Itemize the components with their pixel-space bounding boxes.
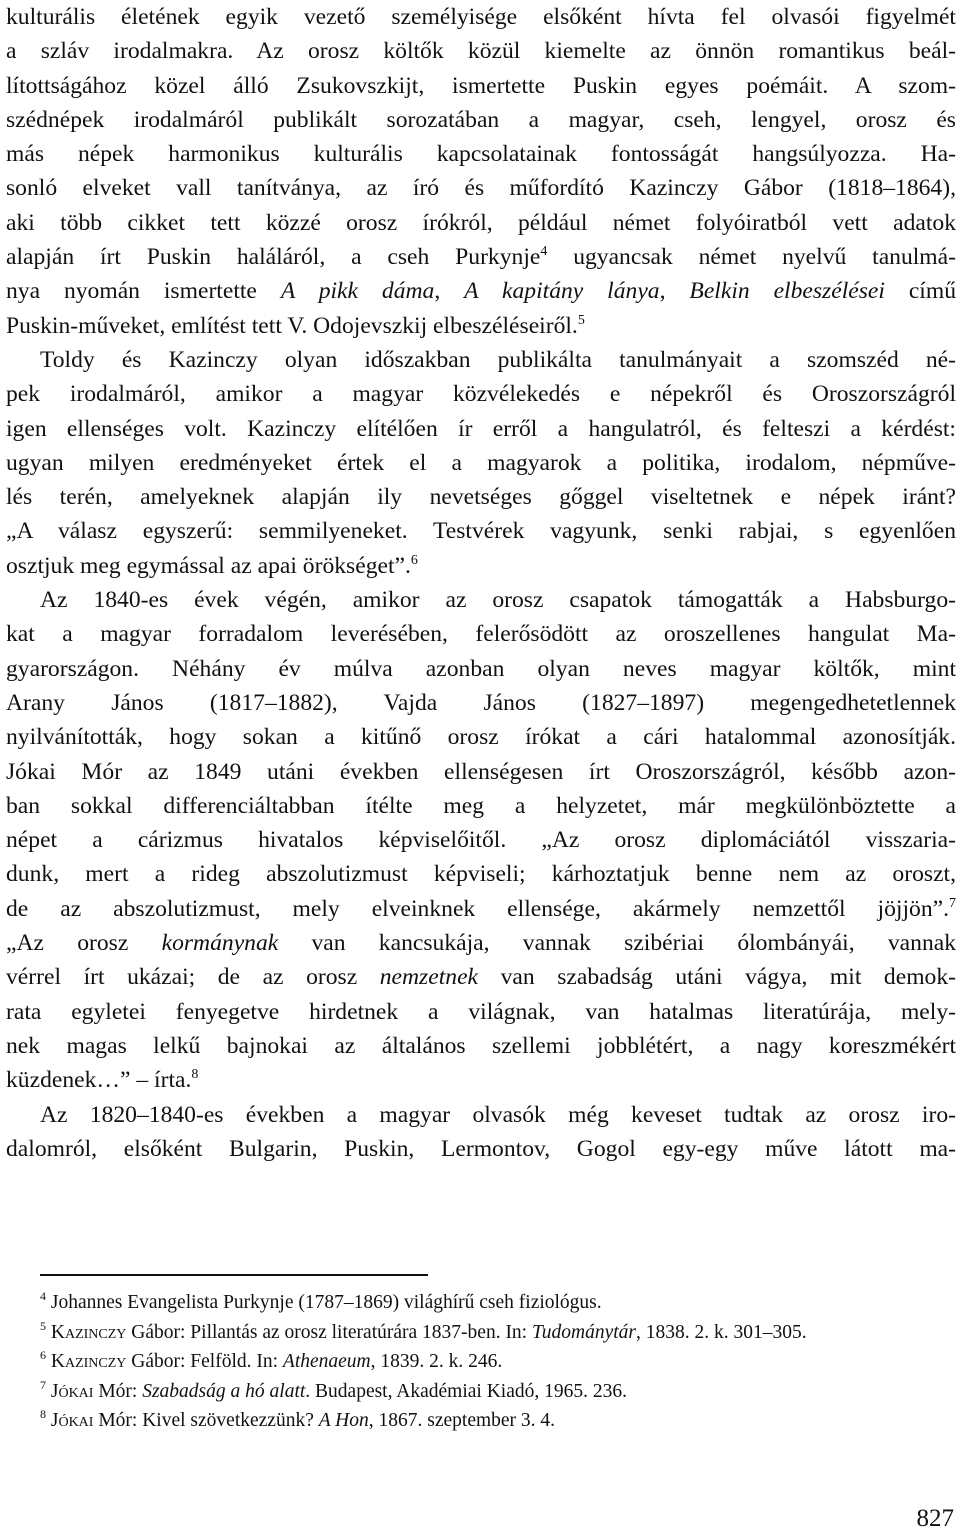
- footnote-4: [6, 1288, 956, 1318]
- text-line: ugyan milyen eredményeket értek el a magyarok a politika, irodalom, népműve-: [6, 449, 956, 476]
- paragraph-2: [6, 343, 956, 583]
- text-line: pek irodalmáról, amikor a magyar közvélekedés e népekről és Oroszországról: [6, 381, 956, 408]
- text-line: gyarországon. Néhány év múlva azonban olyan neves magyar költők, mint: [6, 655, 956, 682]
- text-segment: nya nyomán ismertette: [6, 278, 281, 305]
- text-line: dalomról, elsőként Bulgarin, Puskin, Lermontov, Gogol egy-egy műve látott ma-: [6, 1135, 956, 1162]
- text-line: népet a cárizmus hivatalos képviselőitől. „Az orosz diplomáciától visszaria-: [6, 827, 956, 854]
- text-line: aki több cikket tett közzé orosz írókról, például német folyóiratból vett adatok: [6, 209, 956, 236]
- text-line: igen ellenséges volt. Kazinczy elítélően ír erről a hangulatról, és felteszi a kérdést:: [6, 415, 956, 442]
- text-line: lés terén, amelyeknek alapján ily nevetséges gőggel viseltetnek e népek iránt?: [6, 484, 956, 511]
- footnote-author: Jókai: [50, 1410, 94, 1432]
- text-line: [6, 240, 956, 274]
- paragraph-4: [6, 1098, 956, 1167]
- text-line: [6, 309, 956, 343]
- text-line: [6, 549, 956, 583]
- paragraph-3: [6, 583, 956, 1097]
- text-line: Toldy és Kazinczy olyan időszakban publikálta tanulmányait a szomszéd né-: [40, 346, 956, 373]
- text-line: [6, 926, 956, 960]
- text-line: kulturális életének egyik vezető személyisége elsőként hívta fel olvasói figyelmét: [6, 4, 956, 30]
- emphasis: kormánynak: [161, 930, 279, 957]
- footnote-author: Kazinczy: [50, 1351, 127, 1373]
- footnote-text: Gábor: Pillantás az orosz literatúrára 1837-ben. In:: [126, 1321, 532, 1343]
- text-segment: alapján írt Puskin haláláról, a cseh Purkynje: [6, 244, 541, 271]
- footnote-text: , 1839. 2. k. 246.: [370, 1351, 503, 1373]
- footnote-title: Athenaeum: [282, 1351, 371, 1373]
- text-segment: című: [884, 278, 957, 305]
- footnote-title: Tudománytár: [531, 1321, 636, 1343]
- footnote-ref-6[interactable]: 6: [410, 552, 418, 568]
- text-line: lítottságához közel álló Zsukovszkijt, ismertette Puskin egyes poémáit. A szom-: [6, 72, 956, 99]
- text-segment: ,: [659, 278, 690, 305]
- footnote-ref-5[interactable]: 5: [577, 312, 585, 328]
- footnote-number: 5: [40, 1318, 46, 1333]
- work-title: Belkin elbeszélései: [689, 278, 885, 305]
- text-segment: vérrel írt ukázai; de az orosz: [6, 964, 380, 991]
- text-line: [6, 1063, 956, 1097]
- page-number: 827: [916, 1505, 954, 1532]
- footnote-text: Johannes Evangelista Purkynje (1787–1869) világhírű cseh fiziológus.: [50, 1292, 602, 1313]
- text-line: szédnépek irodalmáról publikált sorozatában a magyar, cseh, lengyel, orosz és: [6, 106, 956, 133]
- footnote-6: [6, 1347, 956, 1377]
- footnote-author: Jókai: [50, 1380, 94, 1402]
- footnotes: [6, 1288, 956, 1436]
- work-title: A pikk dáma: [280, 278, 435, 305]
- footnote-ref-8[interactable]: 8: [191, 1067, 199, 1083]
- text-line: Jókai Mór az 1849 utáni években ellenségesen írt Oroszországról, később azon-: [6, 758, 956, 785]
- text-line: dunk, mert a rideg abszolutizmust képviseli; kárhoztatjuk benne nem az oroszt,: [6, 861, 956, 888]
- footnote-number: 6: [40, 1348, 46, 1363]
- text-segment: küzdenek…” – írta.: [6, 1067, 192, 1094]
- text-line: más népek harmonikus kulturális kapcsolatainak fontosságát hangsúlyozza. Ha-: [6, 141, 956, 168]
- text-segment: van kancsukája, vannak szibériai ólombányái, vannak: [278, 930, 957, 957]
- emphasis: nemzetnek: [379, 964, 479, 991]
- text-line: ban sokkal differenciáltabban ítélte meg a helyzetet, már megkülönböztette a: [6, 792, 956, 819]
- text-line: nyilvánították, hogy sokan a kitűnő orosz írókat a cári hatalommal azonosítják.: [6, 724, 956, 751]
- main-text: [6, 0, 956, 1166]
- text-line: Az 1840-es évek végén, amikor az orosz csapatok támogatták a Habsburgo-: [40, 587, 956, 614]
- text-segment: van szabadság utáni vágya, mit demok-: [478, 964, 956, 991]
- footnote-text: , 1867. szeptember 3. 4.: [368, 1410, 556, 1432]
- footnote-author: Kazinczy: [50, 1321, 127, 1343]
- footnote-text: . Budapest, Akadémiai Kiadó, 1965. 236.: [305, 1380, 627, 1402]
- text-line: [6, 960, 956, 994]
- text-line: sonló elveket vall tanítványa, az író és műfordító Kazinczy Gábor (1818–1864),: [6, 175, 956, 202]
- footnote-5: [6, 1318, 956, 1348]
- footnote-title: A Hon: [318, 1410, 369, 1432]
- text-line: Az 1820–1840-es években a magyar olvasók még keveset tudtak az orosz iro-: [40, 1101, 956, 1128]
- text-line: nek magas lelkű bajnokai az általános szellemi jobblétért, a nagy koreszmékért: [6, 1032, 956, 1059]
- footnote-7: [6, 1377, 956, 1407]
- paragraph-1: [6, 0, 956, 343]
- text-segment: ugyancsak német nyelvű tanulmá-: [547, 244, 956, 271]
- text-segment: de az abszolutizmust, mely elveinknek ellensége, akármely nemzettől jöjjön”.: [6, 895, 949, 922]
- footnote-text: Mór: Kivel szövetkezzünk?: [93, 1410, 319, 1432]
- text-line: [6, 274, 956, 308]
- text-segment: Puskin-műveket, említést tett V. Odojevszkij elbeszéléseiről.: [6, 312, 578, 339]
- footnote-number: 7: [40, 1377, 46, 1392]
- footnote-8: [6, 1406, 956, 1436]
- text-line: Arany János (1817–1882), Vajda János (1827–1897) megengedhetetlennek: [6, 689, 956, 716]
- text-line: rata egyletei fenyegetve hirdetnek a világnak, van hatalmas literatúrája, mely-: [6, 998, 956, 1025]
- footnote-ref-4[interactable]: 4: [540, 244, 548, 260]
- footnote-text: Gábor: Felföld. In:: [126, 1351, 283, 1373]
- footnote-divider: [40, 1274, 428, 1276]
- footnote-number: 8: [40, 1407, 46, 1422]
- text-line: kat a magyar forradalom leverésében, felerősödött az oroszellenes hangulat Ma-: [6, 621, 956, 648]
- text-line: [6, 892, 956, 926]
- footnote-text: Mór:: [93, 1380, 143, 1402]
- footnote-title: Szabadság a hó alatt: [142, 1380, 306, 1402]
- work-title: A kapitány lánya: [464, 278, 660, 305]
- footnote-text: , 1838. 2. k. 301–305.: [636, 1321, 807, 1343]
- footnote-number: 4: [40, 1289, 46, 1303]
- text-segment: osztjuk meg egymással az apai örökséget”.: [6, 552, 411, 579]
- footnote-ref-7[interactable]: 7: [949, 895, 956, 911]
- text-segment: „Az orosz: [6, 930, 162, 957]
- text-line: a szláv irodalmakra. Az orosz költők közül kiemelte az önnön romantikus beál-: [6, 38, 956, 65]
- text-segment: ,: [434, 278, 465, 305]
- text-line: „A válasz egyszerű: semmilyeneket. Testvérek vagyunk, senki rabjai, s egyenlően: [6, 518, 956, 545]
